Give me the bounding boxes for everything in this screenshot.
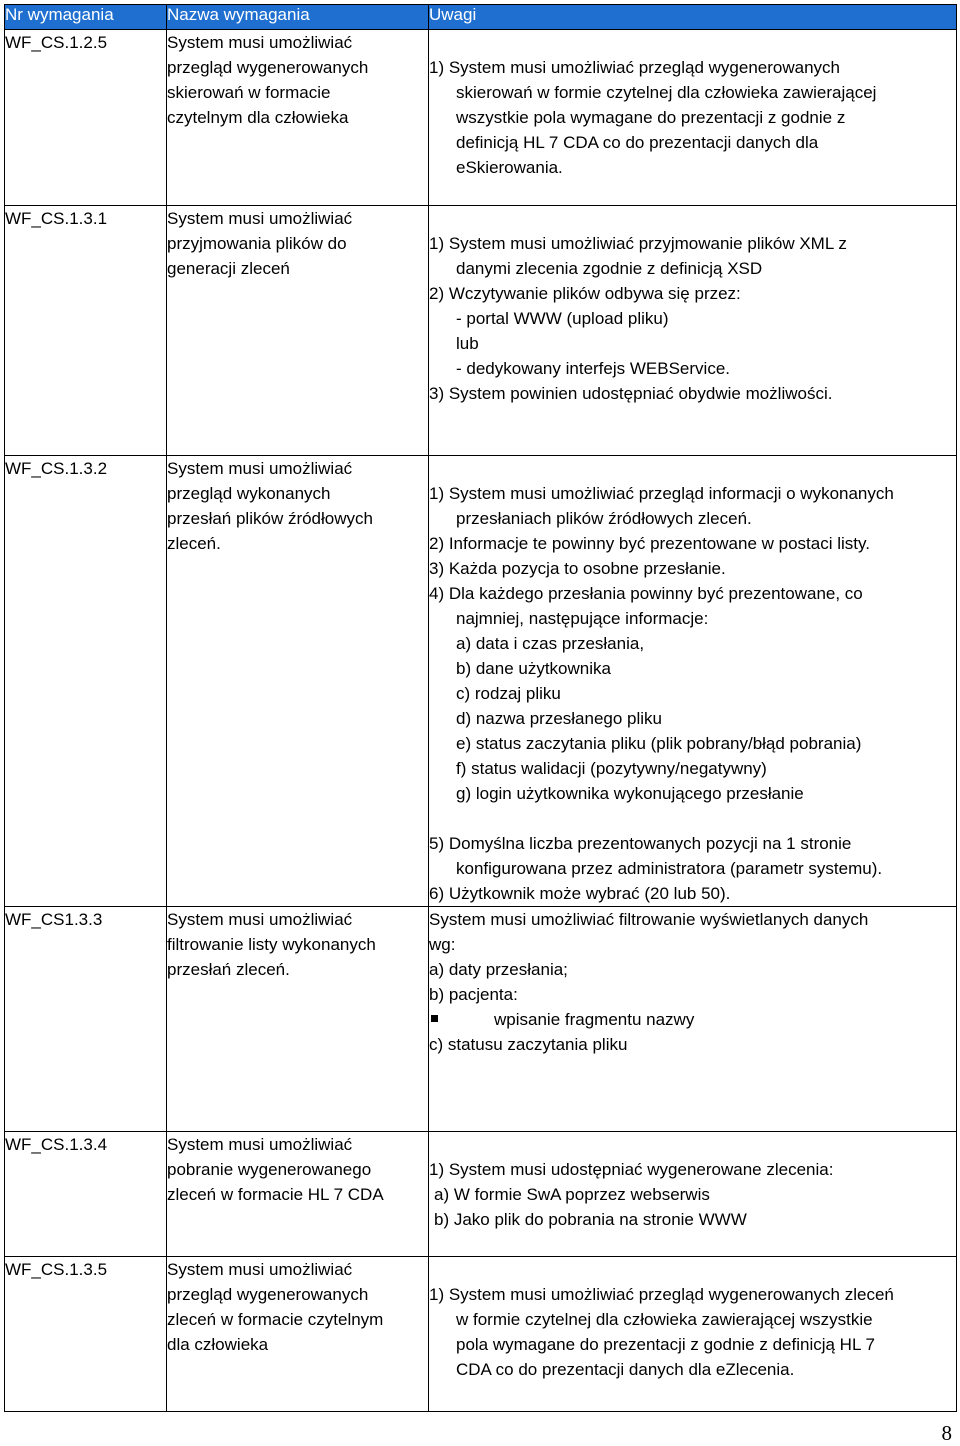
req-id: WF_CS.1.3.1 xyxy=(5,206,167,456)
req-id: WF_CS.1.3.4 xyxy=(5,1132,167,1257)
req-notes: 1) System musi umożliwiać przegląd informacji o wykonanych przesłaniach plików źródłowych zleceń. 2) Informacje te powinny być prezentowane w postaci listy. 3) Każda pozycja to osobne przesłanie. 4) Dla każdego przesłania powinny być prezentowane, co najmniej, następujące informacje: a) data i czas przesłania, b) dane użytkownika c) rodzaj pliku d) nazwa przesłanego pliku e) status zaczytania pliku (plik pobrany/błąd pobrania) f) status walidacji (pozytywny/negatywny) g) login użytkownika wykonującego przesłanie 5) Domyślna liczba prezentowanych pozycji na 1 stronie konfigurowana przez administratora (parametr systemu). 6) Użytkownik może wybrać (20 lub 50). xyxy=(429,456,957,907)
req-id: WF_CS1.3.3 xyxy=(5,907,167,1132)
req-name: System musi umożliwiać pobranie wygenerowanego zleceń w formacie HL 7 CDA xyxy=(167,1132,429,1257)
header-nr: Nr wymagania xyxy=(5,5,167,30)
req-notes: 1) System musi udostępniać wygenerowane zlecenia: a) W formie SwA poprzez webserwis b) Jako plik do pobrania na stronie WWW xyxy=(429,1132,957,1257)
req-notes: System musi umożliwiać filtrowanie wyświetlanych danych wg: a) daty przesłania; b) pacjenta: wpisanie fragmentu nazwy c) statusu zaczytania pliku xyxy=(429,907,957,1132)
table-row xyxy=(5,907,957,1132)
req-id: WF_CS.1.3.2 xyxy=(5,456,167,907)
req-notes: 1) System musi umożliwiać przegląd wygenerowanych skierowań w formie czytelnej dla człowieka zawierającej wszystkie pola wymagane do prezentacji z godnie z definicją HL 7 CDA co do prezentacji danych dla eSkierowania. xyxy=(429,30,957,206)
requirements-table xyxy=(4,4,957,1412)
table-row xyxy=(5,456,957,907)
table-row xyxy=(5,30,957,206)
page-number: 8 xyxy=(941,1421,952,1445)
req-name: System musi umożliwiać przyjmowania plików do generacji zleceń xyxy=(167,206,429,456)
req-name: System musi umożliwiać przegląd wygenerowanych zleceń w formacie czytelnym dla człowieka xyxy=(167,1257,429,1412)
req-name: System musi umożliwiać filtrowanie listy wykonanych przesłań zleceń. xyxy=(167,907,429,1132)
table-row xyxy=(5,1257,957,1412)
req-id: WF_CS.1.2.5 xyxy=(5,30,167,206)
req-name: System musi umożliwiać przegląd wykonanych przesłań plików źródłowych zleceń. xyxy=(167,456,429,907)
header-name: Nazwa wymagania xyxy=(167,5,429,30)
table-header-row xyxy=(5,5,957,30)
table-row xyxy=(5,206,957,456)
header-notes: Uwagi xyxy=(429,5,957,30)
req-notes: 1) System musi umożliwiać przegląd wygenerowanych zleceń w formie czytelnej dla człowieka zawierającej wszystkie pola wymagane do prezentacji z godnie z definicją HL 7 CDA co do prezentacji danych dla eZlecenia. xyxy=(429,1257,957,1412)
req-id: WF_CS.1.3.5 xyxy=(5,1257,167,1412)
req-name: System musi umożliwiać przegląd wygenerowanych skierowań w formacie czytelnym dla człowieka xyxy=(167,30,429,206)
table-row xyxy=(5,1132,957,1257)
req-notes: 1) System musi umożliwiać przyjmowanie plików XML z danymi zlecenia zgodnie z definicją XSD 2) Wczytywanie plików odbywa się przez: - portal WWW (upload pliku) lub - dedykowany interfejs WEBService. 3) System powinien udostępniać obydwie możliwości. xyxy=(429,206,957,456)
bullet-icon xyxy=(431,1015,438,1022)
